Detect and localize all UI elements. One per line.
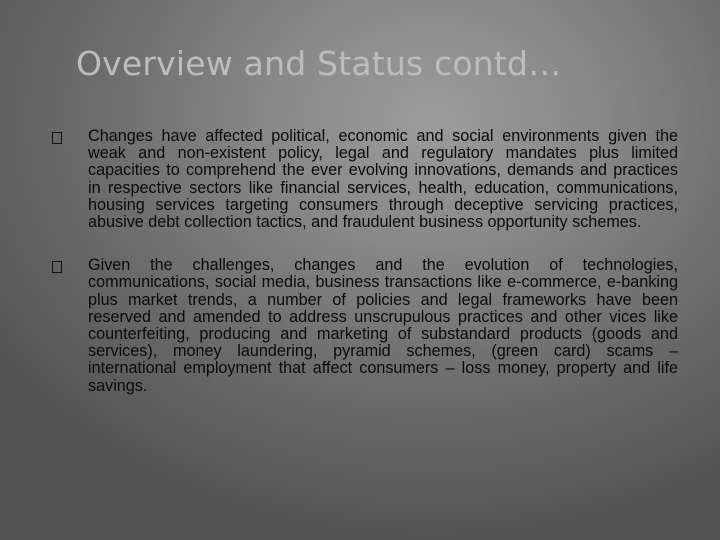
list-item — [52, 128, 678, 231]
bullet-list — [52, 128, 678, 421]
square-bullet-icon — [52, 132, 62, 144]
square-bullet-icon — [52, 261, 62, 273]
bullet-text: Given the challenges, changes and the evolution of technologies, communications, social media, business transactions like e-commerce, e-banking plus market trends, a number of policies and legal frameworks have been reserved and amended to address unscrupulous practices and other vices like counterfeiting, producing and marketing of substandard products (goods and services), money laundering, pyramid schemes, (green card) scams – international employment that affect consumers – loss money, property and life savings. — [88, 256, 678, 395]
slide-title: Overview and Status contd… — [76, 44, 562, 83]
list-item — [52, 257, 678, 395]
bullet-text: Changes have affected political, economic and social environments given the weak and non-existent policy, legal and regulatory mandates plus limited capacities to comprehend the ever evolving innovations, demands and practices in respective sectors like financial services, health, education, communications, housing services targeting consumers through deceptive servicing practices, abusive debt collection tactics, and fraudulent business opportunity schemes. — [88, 127, 678, 232]
